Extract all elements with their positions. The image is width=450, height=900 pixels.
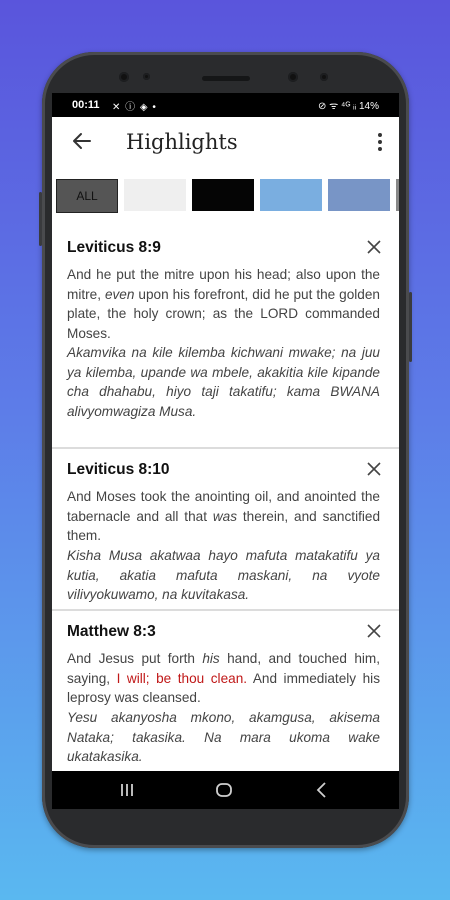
verse-reference: Leviticus 8:10 xyxy=(67,461,170,478)
swahili-verse-text: Akamvika na kile kilemba kichwani mwake; na juu ya kilemba, upande wa mbele, akakitia kile kipande cha dhahabu, hiyo taji takatifu; kama BWANA alivyomwagiza Musa. xyxy=(67,345,380,419)
verse-fragment-italic: even xyxy=(104,286,135,302)
english-verse-text xyxy=(67,487,380,546)
front-camera-icon xyxy=(119,72,129,82)
verse-reference: Leviticus 8:9 xyxy=(67,239,161,256)
english-verse-text xyxy=(67,265,380,343)
recents-icon[interactable] xyxy=(117,780,137,800)
filter-chip-white[interactable] xyxy=(124,179,186,211)
power-button xyxy=(409,292,412,362)
filter-chip-all[interactable] xyxy=(56,179,118,213)
status-bar xyxy=(52,93,399,117)
filter-chip-black[interactable] xyxy=(192,179,254,211)
verse-fragment: And he put the mitre upon his head; also upon the mitre, xyxy=(67,267,380,302)
page-title: Highlights xyxy=(126,130,238,154)
sensor-icon xyxy=(143,73,150,80)
close-icon[interactable] xyxy=(366,239,382,255)
close-icon[interactable] xyxy=(366,461,382,477)
arrow-left-icon[interactable] xyxy=(70,129,94,153)
filter-chip-label: ALL xyxy=(76,189,98,203)
verse-fragment: And immediately his leprosy was cleansed. xyxy=(67,670,380,706)
system-nav-bar xyxy=(52,771,399,809)
filter-chip-blue[interactable] xyxy=(328,179,390,211)
screen xyxy=(52,93,399,771)
verse-fragment: And Jesus put forth xyxy=(67,651,203,666)
sensor-icon xyxy=(288,72,298,82)
home-icon[interactable] xyxy=(214,780,234,800)
status-time: 00:11 xyxy=(72,99,100,111)
filter-chip-light-blue[interactable] xyxy=(260,179,322,211)
verse-fragment-italic: was xyxy=(212,508,238,524)
highlight-card[interactable] xyxy=(52,447,399,611)
verse-fragment: hand, and touched him, saying, xyxy=(67,651,380,686)
highlight-card[interactable] xyxy=(52,609,399,771)
app-bar xyxy=(52,117,399,169)
highlight-card[interactable] xyxy=(52,225,399,449)
english-verse-text xyxy=(67,649,380,708)
verse-fragment-italic: his xyxy=(202,651,220,666)
notification-icons: ✕ ⓘ ◈ • xyxy=(112,102,157,113)
verse-fragment: And Moses took the anointing oil, and anointed the tabernacle and all that xyxy=(67,489,380,524)
status-right-info: ⊘ ᯤ ⁴ᴳ ᵢᵢ 14% xyxy=(317,101,379,112)
filter-chip-more[interactable] xyxy=(396,179,399,211)
earpiece-speaker xyxy=(202,76,250,81)
swahili-verse-text: Yesu akanyosha mkono, akamgusa, akisema Nataka; takasika. Na mara ukoma wake ukatakasika. xyxy=(67,710,380,765)
more-vert-icon[interactable] xyxy=(375,131,385,153)
sensor-icon xyxy=(320,73,328,81)
swahili-verse-text: Kisha Musa akatwaa hayo mafuta matakatifu ya kutia, akatia mafuta maskani, na vyote vilivyokuwamo, na kuvitakasa. xyxy=(67,548,380,603)
verse-fragment: upon his forefront, did he put the golden plate, the holy crown; as the LORD commanded Moses. xyxy=(67,286,380,341)
verse-fragment: therein, and sanctified them. xyxy=(67,508,381,544)
color-filter-bar xyxy=(52,179,399,213)
verse-reference: Matthew 8:3 xyxy=(67,623,156,640)
back-chevron-icon[interactable] xyxy=(312,780,332,800)
volume-button xyxy=(39,192,42,246)
words-of-jesus-text: I will; be thou clean. xyxy=(116,670,248,686)
close-icon[interactable] xyxy=(366,623,382,639)
